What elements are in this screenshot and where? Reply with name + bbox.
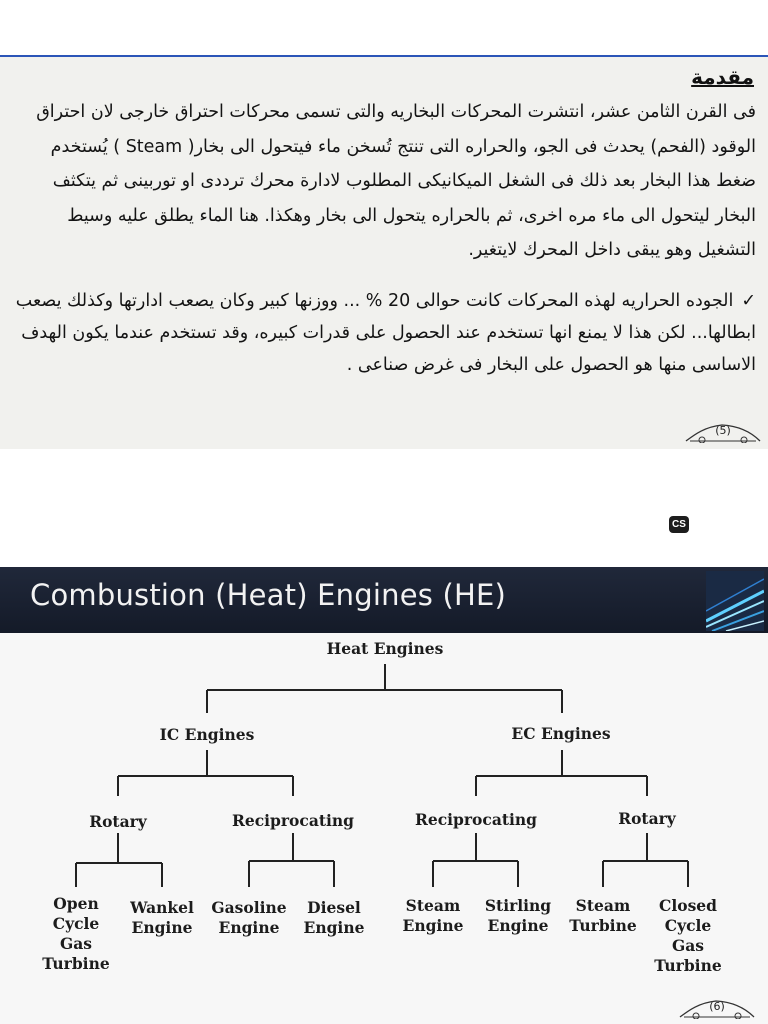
slide-title-banner [0,567,768,633]
section-heading: مقدمة [691,65,754,89]
efficiency-bullet [14,285,756,381]
light-streaks-icon [706,571,764,631]
page-number: (6) [709,1000,725,1013]
diagram-page [0,567,768,1024]
intro-paragraph: فى القرن الثامن عشر، انتشرت المحركات البخاريه والتى تسمى محركات احتراق خارجى لان احتراق الوقود (الفحم) يحدث فى الجو، والحراره التى تنتج تُسخن ماء فيتحول الى بخار( Steam ) يُستخدم ضغط هذا البخار بعد ذلك فى الشغل الميكانيكى المطلوب لادارة محرك ترددى او توربينى ثم يتكثف البخار ليتحول الى ماء مره اخرى، ثم بالحراره يتحول الى بخار وهكذا. هنا الماء يطلق عليه وسيط التشغيل وهو يبقى داخل المحرك لايتغير. [36,102,756,260]
node-diesel-engine: Diesel Engine [303,898,365,937]
node-open-cycle-gas-turbine: Open Cycle Gas Turbine [42,894,110,973]
node-ec-reciprocating: Reciprocating [414,810,538,829]
bullet-text: الجوده الحراريه لهذه المحركات كانت حوالى 20 % ... ووزنها كبير وكان يصعب ادارتها وكذلك يصعب ابطالها... لكن هذا لا يمنع انها تستخدم عند الحصول على قدرات كبيره، وقد تستخدم عندما يكون الهدف الاساسى منها هو الحصول على البخار فى غرض صناعى . [15,291,756,375]
slide-title: Combustion (Heat) Engines (HE) [30,578,507,612]
checkmark-icon: ✓ [741,291,756,311]
node-steam-turbine: Steam Turbine [569,896,637,935]
arabic-text-page [0,55,768,449]
node-stirling-engine: Stirling Engine [484,896,552,935]
node-steam-engine: Steam Engine [402,896,464,935]
node-ec-rotary: Rotary [618,809,676,828]
node-wankel-engine: Wankel Engine [130,898,194,937]
node-closed-cycle-gas-turbine: Closed Cycle Gas Turbine [654,896,722,975]
page-number: (5) [715,424,731,437]
node-heat-engines: Heat Engines [326,639,444,658]
page-number-badge-2 [678,997,756,1019]
node-gasoline-engine: Gasoline Engine [211,898,287,937]
node-ic-rotary: Rotary [89,812,147,831]
page-number-badge [684,421,762,443]
node-ic-engines: IC Engines [159,725,255,744]
node-ec-engines: EC Engines [511,724,611,743]
scanner-app-badge: CS [669,516,689,533]
node-ic-reciprocating: Reciprocating [231,811,355,830]
